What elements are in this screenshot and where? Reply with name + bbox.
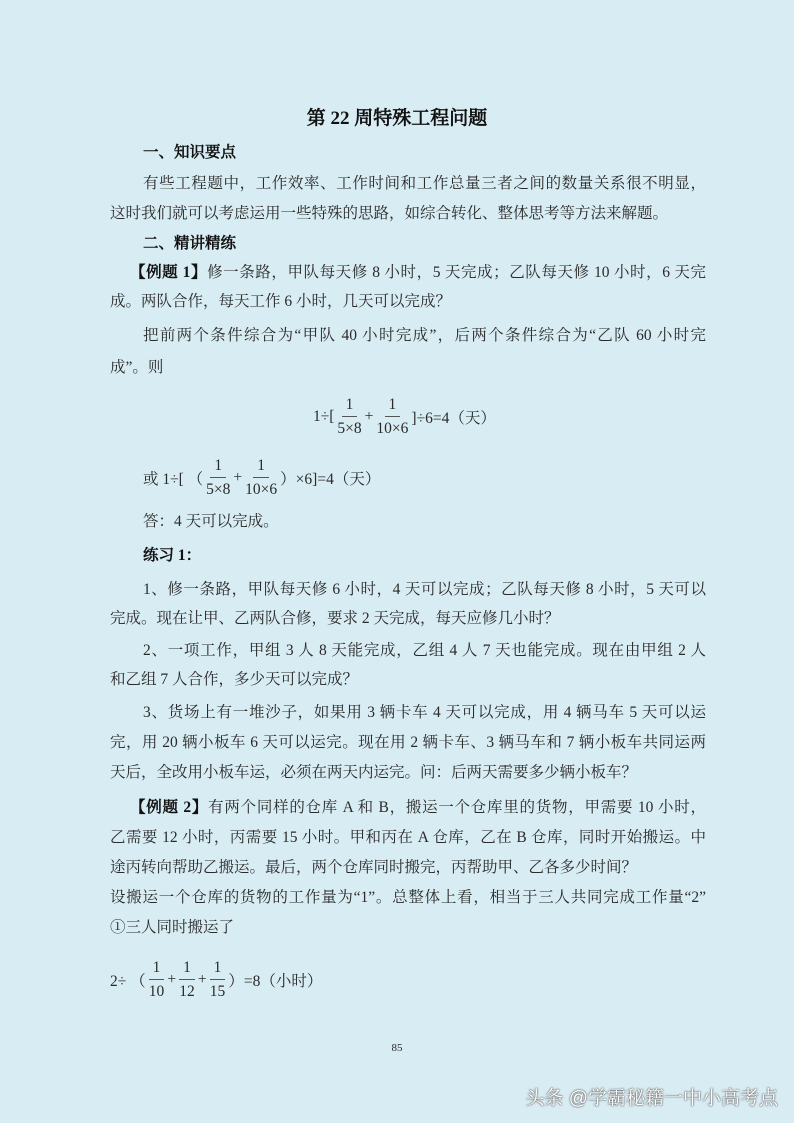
example-tag: 【例题 2】 — [130, 799, 209, 816]
formula-text: 2÷ （ — [110, 973, 146, 990]
denominator: 10 — [148, 983, 165, 1000]
numerator: 1 — [210, 959, 226, 980]
denominator: 15 — [209, 983, 226, 1000]
example-text: 有两个同样的仓库 A 和 B，搬运一个仓库里的货物，甲需要 10 小时， — [208, 799, 706, 816]
fraction — [376, 396, 408, 438]
denominator: 5×8 — [206, 481, 231, 498]
fraction — [245, 457, 277, 499]
watermark: 头条 @学霸秘籍一中小高考点 — [525, 1088, 778, 1109]
numerator: 1 — [385, 396, 401, 417]
denominator: 10×6 — [245, 481, 278, 498]
denominator: 10×6 — [376, 420, 409, 437]
numerator: 1 — [210, 457, 226, 478]
operator: + — [167, 971, 177, 988]
fraction — [179, 959, 195, 1001]
numerator: 1 — [253, 457, 269, 478]
example-2-line — [130, 798, 706, 818]
operator: + — [197, 971, 207, 988]
denominator: 5×8 — [337, 420, 362, 437]
formula-2 — [143, 457, 380, 499]
example-1-line: 成。两队合作，每天工作 6 小时，几天可以完成？ — [110, 293, 452, 310]
paragraph-line: 设搬运一个仓库的货物的工作量为“1”。总整体上看，相当于三人共同完成工作量“2” — [110, 889, 706, 906]
exercise-line: 1、修一条路，甲队每天修 6 小时，4 天可以完成；乙队每天修 8 小时，5 天可以 — [143, 581, 706, 598]
page-title: 第 22 周特殊工程问题 — [306, 108, 488, 129]
numerator: 1 — [342, 396, 358, 417]
paragraph-line: 把前两个条件综合为“甲队 40 小时完成”，后两个条件综合为“乙队 60 小时完 — [143, 327, 706, 344]
paragraph-line: 这时我们就可以考虑运用一些特殊的思路，如综合转化、整体思考等方法来解题。 — [110, 205, 669, 222]
fraction — [210, 959, 226, 1001]
exercise-line: 和乙组 7 人合作，多少天可以完成？ — [110, 671, 359, 688]
exercise-line: 完，用 20 辆小板车 6 天可以运完。现在用 2 辆卡车、3 辆马车和 7 辆小板车共同运两 — [110, 734, 706, 751]
numerator: 1 — [179, 959, 195, 980]
formula-text: ）=8（小时） — [228, 973, 323, 990]
paragraph-line: 有些工程题中，工作效率、工作时间和工作总量三者之间的数量关系很不明显， — [143, 175, 706, 192]
formula-text: 1÷[ — [313, 408, 335, 425]
example-text: 修一条路，甲队每天修 8 小时，5 天完成；乙队每天修 10 小时，6 天完 — [207, 264, 706, 281]
example-1-line — [130, 263, 706, 283]
paragraph-line: ①三人同时搬运了 — [110, 919, 235, 936]
answer: 答：4 天可以完成。 — [143, 513, 279, 530]
exercise-line: 3、货场上有一堆沙子，如果用 3 辆卡车 4 天可以完成，用 4 辆马车 5 天可以运 — [143, 704, 706, 721]
operator: + — [364, 408, 374, 425]
page-number: 85 — [391, 1042, 403, 1054]
numerator: 1 — [149, 959, 165, 980]
formula-1 — [313, 396, 496, 438]
denominator: 12 — [179, 983, 195, 1000]
formula-text: ]÷6=4（天） — [411, 410, 496, 427]
fraction — [149, 959, 165, 1001]
exercise-line: 天后，全改用小板车运，必须在两天内运完。问：后两天需要多少辆小板车？ — [110, 764, 638, 781]
example-2-line: 乙需要 12 小时，丙需要 15 小时。甲和丙在 A 仓库，乙在 B 仓库，同时开始搬运。中 — [110, 829, 706, 846]
formula-text: ）×6]=4（天） — [280, 471, 381, 488]
section-heading: 二、精讲精练 — [143, 235, 237, 252]
formula-text: 或 1÷[ （ — [143, 471, 204, 488]
example-tag: 【例题 1】 — [130, 264, 208, 281]
operator: + — [233, 469, 243, 486]
fraction — [206, 457, 230, 499]
exercise-heading: 练习 1： — [143, 547, 202, 564]
exercise-line: 完成。现在让甲、乙两队合修，要求 2 天完成，每天应修几小时？ — [110, 610, 560, 627]
formula-3 — [110, 959, 322, 1001]
fraction — [337, 396, 361, 438]
section-heading: 一、知识要点 — [143, 144, 237, 161]
example-2-line: 途丙转向帮助乙搬运。最后，两个仓库同时搬完，丙帮助甲、乙各多少时间？ — [110, 859, 638, 876]
exercise-line: 2、一项工作，甲组 3 人 8 天能完成，乙组 4 人 7 天也能完成。现在由甲组 2 人 — [143, 642, 706, 659]
paragraph-line: 成”。则 — [110, 359, 164, 376]
